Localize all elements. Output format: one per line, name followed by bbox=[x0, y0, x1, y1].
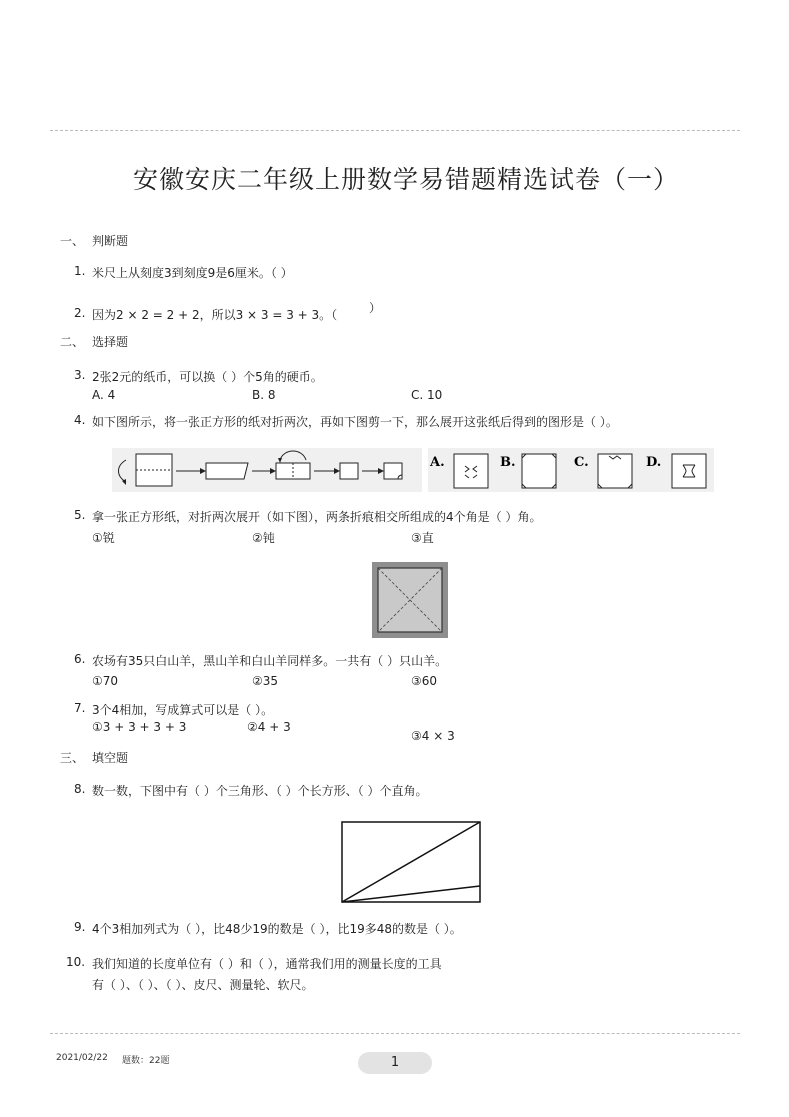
q7-text: 3个4相加，写成算式可以是（ ）。 bbox=[92, 703, 274, 717]
option-d-figure bbox=[672, 454, 706, 488]
q8-number: 8. bbox=[74, 782, 86, 796]
q5-option-3: ③直 bbox=[411, 531, 434, 545]
q7-number: 7. bbox=[74, 701, 86, 715]
q6-text: 农场有35只白山羊，黑山羊和白山羊同样多。一共有（ ）只山羊。 bbox=[92, 654, 448, 668]
q7-option-3: ③4 × 3 bbox=[411, 729, 455, 743]
q4-number: 4. bbox=[74, 413, 86, 427]
section-1-title: 判断题 bbox=[92, 234, 129, 248]
step5-cut-square bbox=[384, 463, 402, 479]
q9-text: 4个3相加列式为（ ），比48少19的数是（ ），比19多48的数是（ ）。 bbox=[92, 922, 462, 936]
q9-number: 9. bbox=[74, 920, 86, 934]
q2-close-paren: ） bbox=[369, 301, 382, 315]
q10-line-1: 我们知道的长度单位有（ ）和（ ），通常我们用的测量长度的工具 bbox=[92, 957, 442, 971]
q5-option-1: ①锐 bbox=[92, 531, 115, 545]
q5-option-2: ②钝 bbox=[252, 531, 275, 545]
option-b-figure bbox=[522, 454, 556, 488]
q6-option-3: ③60 bbox=[411, 674, 438, 688]
q5-text: 拿一张正方形纸，对折两次展开（如下图），两条折痕相交所组成的4个角是（ ）角。 bbox=[92, 510, 542, 524]
bottom-divider bbox=[50, 1033, 740, 1034]
page-title: 安徽安庆二年级上册数学易错题精选试卷（一） bbox=[133, 165, 680, 194]
top-divider bbox=[50, 130, 740, 131]
q3-number: 3. bbox=[74, 368, 86, 382]
q3-option-c: C. 10 bbox=[411, 388, 443, 402]
q1-text: 米尺上从刻度3到刻度9是6厘米。（ ） bbox=[92, 266, 293, 280]
q4-option-a-label: A. bbox=[430, 455, 445, 470]
q4-folding-figure bbox=[112, 446, 714, 494]
q5-folded-paper-figure bbox=[372, 562, 448, 638]
page-number: 1 bbox=[358, 1052, 432, 1074]
q7-option-2: ②4 + 3 bbox=[247, 720, 291, 734]
q6-option-1: ①70 bbox=[92, 674, 119, 688]
section-2-label: 二、 bbox=[60, 335, 85, 349]
q3-option-b: B. 8 bbox=[252, 388, 276, 402]
q6-option-2: ②35 bbox=[252, 674, 279, 688]
q8-rectangle-figure bbox=[338, 818, 484, 904]
section-1-label: 一、 bbox=[60, 234, 85, 248]
q2-number: 2. bbox=[74, 306, 86, 320]
footer-date: 2021/02/22 bbox=[56, 1053, 108, 1063]
option-a-figure bbox=[454, 454, 488, 488]
q8-text: 数一数，下图中有（ ）个三角形、（ ）个长方形、（ ）个直角。 bbox=[92, 784, 428, 798]
q4-text: 如下图所示，将一张正方形的纸对折两次，再如下图剪一下，那么展开这张纸后得到的图形是（ ）。 bbox=[92, 415, 618, 429]
q3-text: 2张2元的纸币，可以换（ ）个5角的硬币。 bbox=[92, 370, 323, 384]
step4-square bbox=[340, 463, 358, 479]
section-3-label: 三、 bbox=[60, 751, 85, 765]
footer-question-count: 题数：22题 bbox=[122, 1056, 170, 1066]
q10-line-2: 有（ ）、（ ）、（ ）、皮尺、测量轮、软尺。 bbox=[92, 978, 314, 992]
q1-number: 1. bbox=[74, 264, 86, 278]
q3-option-a: A. 4 bbox=[92, 388, 116, 402]
q6-number: 6. bbox=[74, 652, 86, 666]
q4-option-c-label: C. bbox=[574, 455, 589, 470]
q10-number: 10. bbox=[66, 955, 86, 969]
q2-text: 因为2 × 2 = 2 + 2，所以3 × 3 = 3 + 3。（ bbox=[92, 308, 338, 322]
step2-strip bbox=[206, 463, 248, 479]
section-2-title: 选择题 bbox=[92, 335, 129, 349]
q4-option-b-label: B. bbox=[500, 455, 516, 470]
q4-option-d-label: D. bbox=[646, 455, 662, 470]
section-3-title: 填空题 bbox=[92, 751, 129, 765]
q7-option-1: ①3 + 3 + 3 + 3 bbox=[92, 720, 187, 734]
q5-number: 5. bbox=[74, 508, 86, 522]
option-c-figure bbox=[598, 454, 632, 488]
